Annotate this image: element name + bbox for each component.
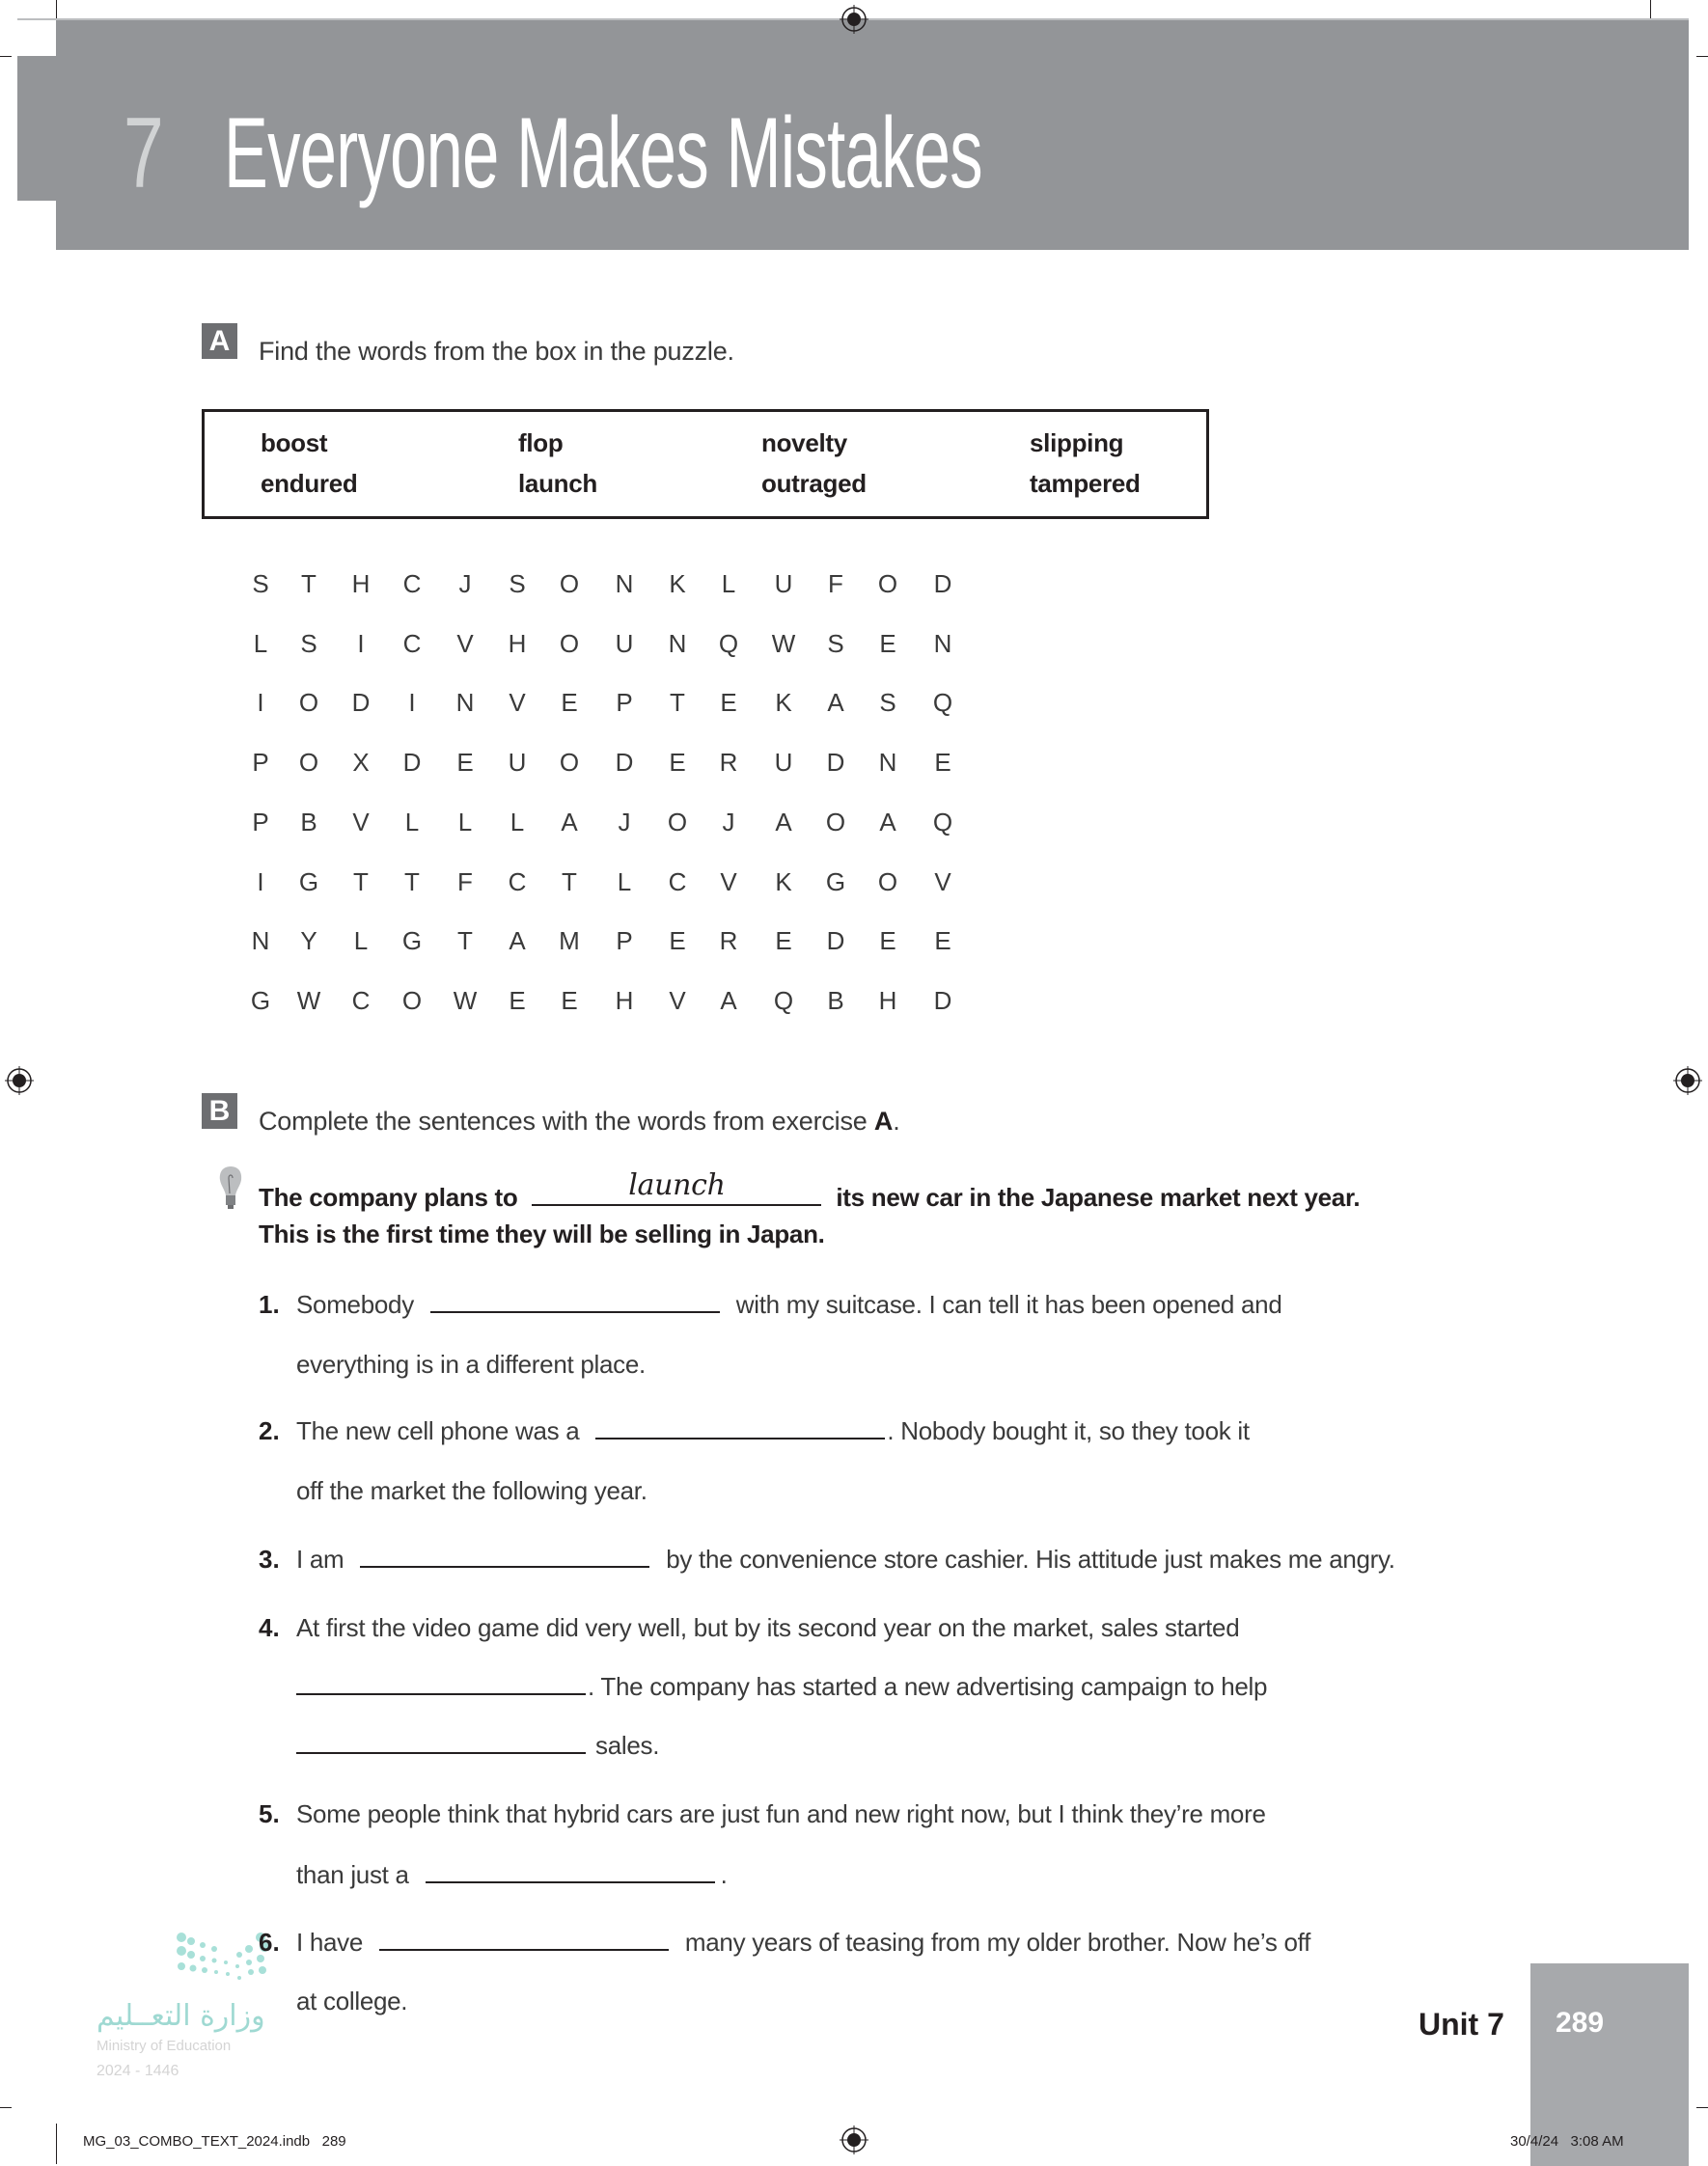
instruction-period: . [893,1107,900,1136]
example-text-before: The company plans to [259,1183,518,1212]
item-4-line-3 [296,1731,659,1761]
puzzle-letter[interactable]: U [615,629,634,658]
puzzle-letter[interactable]: T [404,867,420,896]
word-box-item: slipping [1030,428,1124,457]
banner-side-strip [17,56,58,201]
puzzle-letter[interactable]: C [351,986,371,1015]
puzzle-letter[interactable]: E [934,748,951,777]
puzzle-letter[interactable]: T [301,569,317,598]
item-3-line-1 [296,1545,1395,1575]
puzzle-letter[interactable]: Q [932,808,953,836]
puzzle-letter[interactable]: V [669,986,686,1015]
item-number: 1. [259,1290,280,1319]
puzzle-letter[interactable]: Q [718,629,739,658]
chapter-title: Everyone Makes Mistakes [224,97,982,209]
puzzle-letter[interactable]: V [934,867,951,896]
puzzle-letter[interactable]: A [879,808,896,836]
puzzle-letter[interactable]: N [933,629,952,658]
puzzle-letter[interactable]: L [721,569,736,598]
puzzle-letter[interactable]: D [351,688,371,717]
puzzle-letter[interactable]: C [402,629,422,658]
puzzle-letter[interactable]: E [775,926,792,955]
item-number: 5. [259,1799,280,1828]
item-5-line-1: Some people think that hybrid cars are just fun and new right now, but I think they’re more [296,1799,1266,1828]
puzzle-letter[interactable]: T [670,688,685,717]
puzzle-letter[interactable]: T [562,867,577,896]
puzzle-letter[interactable]: A [775,808,792,836]
puzzle-letter[interactable]: M [559,926,580,955]
answer-blank[interactable] [595,1416,885,1439]
puzzle-letter[interactable]: O [825,808,846,836]
puzzle-letter[interactable]: L [353,926,369,955]
answer-blank[interactable] [296,1731,586,1754]
puzzle-letter[interactable]: O [298,688,319,717]
puzzle-letter[interactable]: S [509,569,526,598]
print-slug-date: 30/4/24 3:08 AM [1510,2133,1624,2150]
puzzle-letter[interactable]: O [401,986,423,1015]
puzzle-letter[interactable]: W [453,986,478,1015]
answer-blank[interactable] [430,1290,720,1313]
puzzle-letter[interactable]: S [300,629,317,658]
puzzle-letter[interactable]: O [559,748,580,777]
item-text: . The company has started a new advertising campaign to help [588,1672,1268,1701]
puzzle-letter[interactable]: J [618,808,631,836]
item-1-line-1 [296,1290,1282,1320]
item-text: many years of teasing from my older brother. Now he’s off [684,1928,1311,1957]
puzzle-letter[interactable]: X [352,748,370,777]
puzzle-letter[interactable]: E [669,926,686,955]
item-text: I have [296,1928,364,1957]
puzzle-letter[interactable]: D [826,748,845,777]
word-box [202,409,1209,519]
item-5-line-2 [296,1860,728,1890]
puzzle-letter[interactable]: J [722,808,735,836]
item-4-line-1: At first the video game did very well, but by its second year on the market, sales started [296,1613,1240,1642]
puzzle-letter[interactable]: N [878,748,897,777]
puzzle-letter[interactable]: E [509,986,526,1015]
puzzle-letter[interactable]: P [616,926,633,955]
item-text: . Nobody bought it, so they took it [887,1416,1250,1445]
puzzle-letter[interactable]: B [827,986,844,1015]
crop-mark [1696,2107,1708,2108]
item-2-line-2: off the market the following year. [296,1476,647,1505]
chapter-number: 7 [124,97,163,209]
unit-label: Unit 7 [1419,2007,1504,2042]
puzzle-letter[interactable]: E [720,688,737,717]
ministry-logo-dots-icon [95,1930,268,2007]
puzzle-letter[interactable]: E [561,986,578,1015]
puzzle-letter[interactable]: A [827,688,844,717]
puzzle-letter[interactable]: T [457,926,473,955]
answer-blank[interactable] [360,1545,649,1568]
instruction-text: Complete the sentences with the words from exercise [259,1107,874,1136]
puzzle-letter[interactable]: Y [300,926,317,955]
word-box-item: novelty [761,428,847,457]
puzzle-letter[interactable]: A [720,986,737,1015]
word-box-item: launch [518,469,597,498]
puzzle-letter[interactable]: I [357,629,365,658]
puzzle-letter[interactable]: G [825,867,846,896]
puzzle-letter[interactable]: W [296,986,321,1015]
puzzle-letter[interactable]: L [404,808,420,836]
puzzle-letter[interactable]: N [251,926,270,955]
puzzle-letter[interactable]: K [775,867,792,896]
item-text: with my suitcase. I can tell it has been opened and [735,1290,1282,1319]
puzzle-letter[interactable]: O [877,867,898,896]
answer-blank[interactable] [426,1860,715,1883]
crop-mark [0,56,12,57]
example-sentence-line-1 [259,1168,1361,1213]
puzzle-letter[interactable]: N [615,569,634,598]
answer-blank[interactable] [379,1928,669,1951]
item-text: by the convenience store cashier. His attitude just makes me angry. [666,1545,1395,1574]
item-text: I am [296,1545,344,1574]
item-6-line-2: at college. [296,1987,408,2015]
item-number: 4. [259,1613,280,1642]
puzzle-letter[interactable]: O [559,629,580,658]
puzzle-letter[interactable]: U [774,569,793,598]
puzzle-letter[interactable]: B [300,808,317,836]
puzzle-letter[interactable]: V [352,808,370,836]
puzzle-letter[interactable]: S [879,688,896,717]
crop-mark [0,2107,12,2108]
ministry-english-name: Ministry of Education [96,2038,232,2054]
crop-mark [1696,56,1708,57]
registration-mark-icon [840,5,868,34]
puzzle-letter[interactable]: E [456,748,474,777]
puzzle-letter[interactable]: C [402,569,422,598]
puzzle-letter[interactable]: G [250,986,271,1015]
print-slug-file: MG_03_COMBO_TEXT_2024.indb 289 [83,2133,346,2150]
ministry-year: 2024 - 1446 [96,2063,179,2079]
puzzle-letter[interactable]: H [878,986,897,1015]
puzzle-letter[interactable]: P [616,688,633,717]
word-box-item: tampered [1030,469,1141,498]
puzzle-letter[interactable]: L [457,808,473,836]
puzzle-letter[interactable]: E [561,688,578,717]
puzzle-letter[interactable]: K [669,569,686,598]
example-text-after: its new car in the Japanese market next year. [836,1183,1361,1212]
puzzle-letter[interactable]: C [508,867,527,896]
puzzle-letter[interactable]: P [252,748,269,777]
puzzle-letter[interactable]: D [826,926,845,955]
puzzle-letter[interactable]: E [879,629,896,658]
puzzle-letter[interactable]: R [719,926,738,955]
puzzle-letter[interactable]: G [401,926,423,955]
puzzle-letter[interactable]: O [667,808,688,836]
puzzle-letter[interactable]: A [561,808,578,836]
puzzle-letter[interactable]: R [719,748,738,777]
puzzle-letter[interactable]: U [508,748,527,777]
puzzle-letter[interactable]: J [458,569,472,598]
section-a-label: A [202,323,237,359]
page-number: 289 [1556,2007,1605,2039]
puzzle-letter[interactable]: S [252,569,269,598]
puzzle-letter[interactable]: D [933,986,952,1015]
puzzle-letter[interactable]: H [508,629,527,658]
item-text: The new cell phone was a [296,1416,580,1445]
puzzle-letter[interactable]: E [879,926,896,955]
puzzle-letter[interactable]: D [615,748,634,777]
puzzle-letter[interactable]: T [353,867,369,896]
puzzle-letter[interactable]: I [257,867,264,896]
puzzle-letter[interactable]: V [720,867,737,896]
puzzle-letter[interactable]: E [934,926,951,955]
puzzle-letter[interactable]: L [617,867,632,896]
item-6-line-1 [296,1928,1310,1958]
puzzle-letter[interactable]: Q [932,688,953,717]
puzzle-letter[interactable]: I [408,688,416,717]
puzzle-letter[interactable]: L [510,808,525,836]
item-number: 3. [259,1545,280,1574]
item-text: sales. [595,1731,660,1760]
section-b-instruction [259,1107,900,1137]
puzzle-letter[interactable]: F [828,569,843,598]
word-box-item: flop [518,428,564,457]
puzzle-letter[interactable]: N [668,629,687,658]
puzzle-letter[interactable]: O [559,569,580,598]
puzzle-letter[interactable]: D [933,569,952,598]
puzzle-letter[interactable]: Q [773,986,794,1015]
puzzle-letter[interactable]: C [668,867,687,896]
puzzle-letter[interactable]: P [252,808,269,836]
puzzle-letter[interactable]: U [774,748,793,777]
example-sentence-line-2: This is the first time they will be selling in Japan. [259,1220,825,1248]
puzzle-letter[interactable]: E [669,748,686,777]
puzzle-letter[interactable]: S [827,629,844,658]
instruction-exercise-ref: A [873,1107,894,1136]
item-2-line-1 [296,1416,1250,1446]
lightbulb-icon [218,1165,243,1213]
item-text: Somebody [296,1290,414,1319]
item-4-line-2 [296,1672,1267,1702]
registration-mark-icon [840,2125,868,2154]
puzzle-letter[interactable]: O [877,569,898,598]
puzzle-letter[interactable]: G [298,867,319,896]
puzzle-letter[interactable]: O [298,748,319,777]
puzzle-letter[interactable]: N [455,688,475,717]
item-text: . [720,1860,728,1889]
item-number: 6. [259,1928,280,1957]
word-box-item: outraged [761,469,867,498]
answer-blank[interactable] [296,1672,586,1695]
puzzle-letter[interactable]: L [253,629,268,658]
puzzle-letter[interactable]: I [257,688,264,717]
example-answer: launch [628,1168,726,1202]
puzzle-letter[interactable]: F [457,867,473,896]
word-box-item: endured [261,469,358,498]
registration-mark-icon [5,1066,34,1095]
puzzle-letter[interactable]: A [509,926,526,955]
puzzle-letter[interactable]: V [456,629,474,658]
item-1-line-2: everything is in a different place. [296,1350,646,1379]
item-text: than just a [296,1860,409,1889]
puzzle-letter[interactable]: D [402,748,422,777]
puzzle-letter[interactable]: K [775,688,792,717]
section-a-instruction: Find the words from the box in the puzzle. [259,337,734,366]
registration-mark-icon [1673,1066,1702,1095]
puzzle-letter[interactable]: H [615,986,634,1015]
item-number: 2. [259,1416,280,1445]
example-answer-blank [532,1168,821,1206]
ministry-arabic-name: وزارة التعــليم [96,1999,265,2033]
section-b-label: B [202,1093,237,1129]
crop-mark [56,2124,57,2164]
word-box-item: boost [261,428,328,457]
puzzle-letter[interactable]: W [771,629,796,658]
puzzle-letter[interactable]: H [351,569,371,598]
puzzle-letter[interactable]: V [509,688,526,717]
